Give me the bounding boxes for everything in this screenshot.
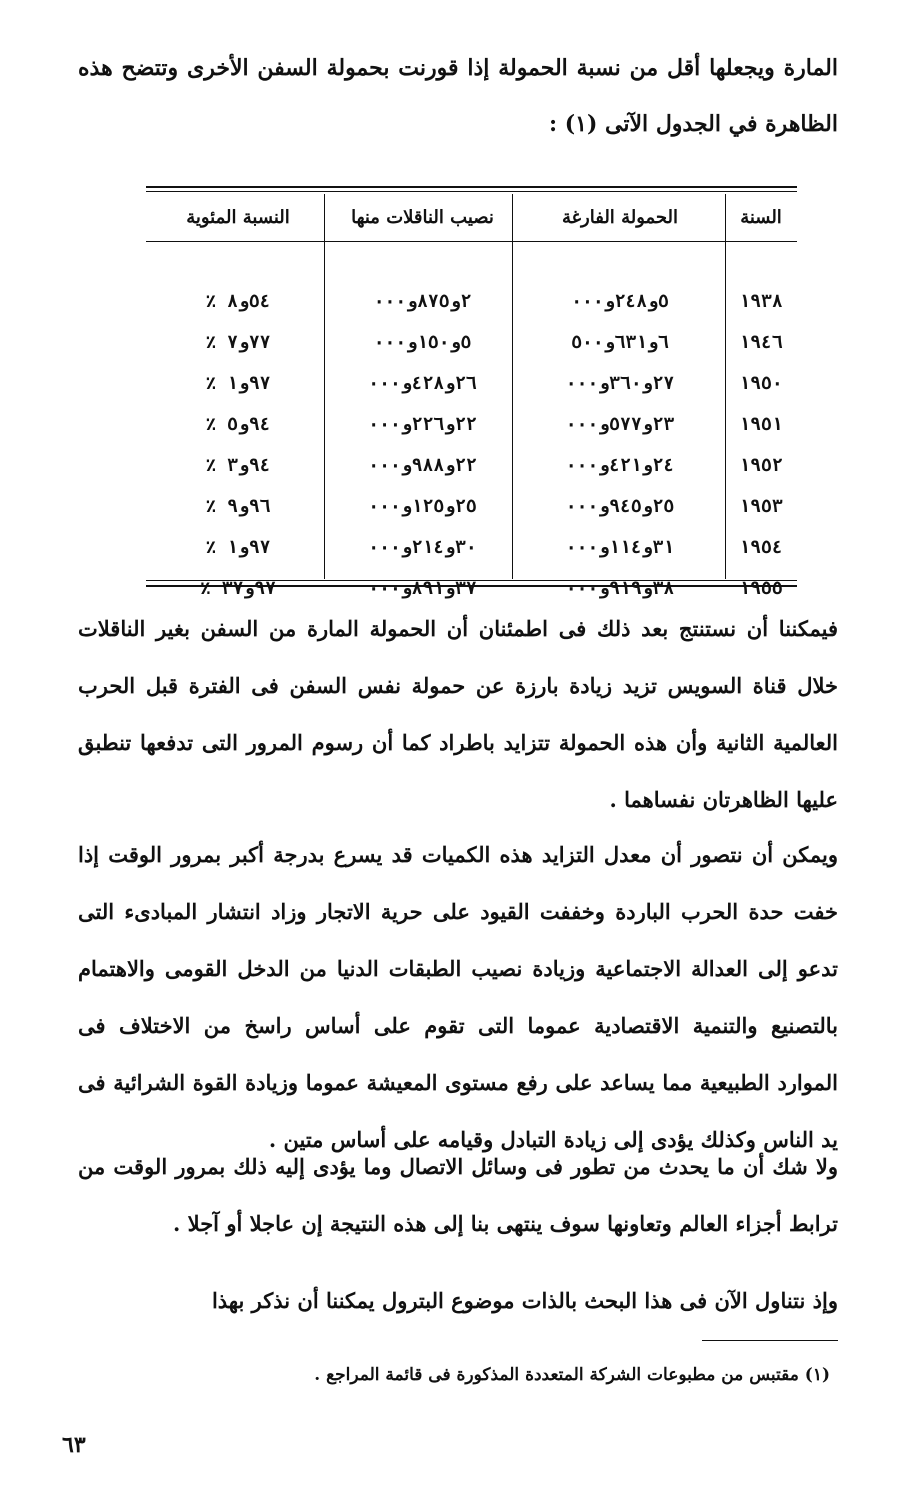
table-row — [146, 322, 797, 363]
cell-tanker-share: ٣٧و٨٩١و٠٠٠ — [368, 578, 477, 599]
cell-year: ١٩٥٣ — [739, 496, 783, 517]
paragraph: ولا شك أن ما يحدث من تطور فى وسائل الاتصال وما يؤدى إليه ذلك بمرور الوقت من ترابط أجزاء العالم وتعاونها سوف ينتهى بنا إلى هذه النتيجة إن عاجلا أو آجلا . — [78, 1154, 838, 1236]
table-row — [146, 486, 797, 527]
table-row — [146, 527, 797, 568]
cell-year: ١٩٤٦ — [739, 332, 783, 353]
cell-percent: ٩٤و٥ ٪ — [205, 414, 271, 435]
cell-tanker-share: ٢٢و٩٨٨و٠٠٠ — [368, 455, 477, 476]
table-top-rule-inner — [146, 191, 797, 192]
header-percent: النسبة المئوية — [186, 206, 290, 228]
header-year: السنة — [740, 206, 782, 228]
paragraph: ويمكن أن نتصور أن معدل التزايد هذه الكميات قد يسرع بدرجة أكبر بمرور الوقت إذا خفت حدة الحرب الباردة وخففت القيود على حرية الاتجار وزاد انتشار المبادىء التى تدعو إلى العدالة الاجتماعية وزيادة نصيب الطبقات الدنيا من الدخل القومى والاهتمام بالتصنيع والتنمية الاقتصادية عموما التى تقوم على أساس راسخ من الاختلاف فى الموارد الطبيعية مما يساعد على رفع مستوى المعيشة عموما وزيادة القوة الشرائية فى يد الناس وكذلك يؤدى إلى زيادة التبادل وقيامه على أساس متين . — [78, 842, 838, 1152]
table-row — [146, 404, 797, 445]
table-row — [146, 363, 797, 404]
paragraph: فيمكننا أن نستنتج بعد ذلك فى اطمئنان أن الحمولة المارة من السفن بغير الناقلات خلال قناة السويس تزيد زيادة بارزة عن حمولة نفس السفن فى الفترة قبل الحرب العالمية الثانية وأن هذه الحمولة تتزايد باطراد كما أن رسوم المرور التى تدفعها تنطبق عليها الظاهرتان نفساهما . — [78, 616, 838, 812]
header-tanker-share: نصيب الناقلات منها — [351, 206, 494, 228]
intro-paragraph: المارة ويجعلها أقل من نسبة الحمولة إذا قورنت بحمولة السفن الأخرى وتتضح هذه الظاهرة في الجدول الآتى (١) : — [78, 55, 838, 137]
cell-year: ١٩٥٠ — [739, 373, 783, 394]
paragraph: وإذ نتناول الآن فى هذا البحث بالذات موضوع البترول يمكننا أن نذكر بهذا — [211, 1288, 838, 1313]
cell-year: ١٩٥٥ — [739, 578, 783, 599]
table-top-rule — [146, 186, 797, 188]
cell-percent: ٩٧و١ ٪ — [205, 537, 271, 558]
table-row — [146, 445, 797, 486]
cell-tanker-share: ٢٥و١٢٥و٠٠٠ — [368, 496, 477, 517]
cell-year: ١٩٥١ — [739, 414, 783, 435]
header-tonnage: الحمولة الفارغة — [561, 206, 679, 228]
cell-tonnage: ٢٣و٥٧٧و٠٠٠ — [565, 414, 675, 435]
cell-percent: ٧٧و٧ ٪ — [205, 332, 271, 353]
cell-tonnage: ٢٥و٩٤٥و٠٠٠ — [565, 496, 675, 517]
footnote-rule — [702, 1340, 838, 1341]
cell-tanker-share: ٢و٨٧٥و٠٠٠ — [373, 291, 472, 312]
cell-percent: ٩٤و٣ ٪ — [205, 455, 271, 476]
cell-tanker-share: ٢٢و٢٢٦و٠٠٠ — [368, 414, 477, 435]
tonnage-table — [146, 186, 797, 599]
cell-tonnage: ٣٨و٩١٩و٠٠٠ — [565, 578, 675, 599]
cell-tanker-share: ٣٠و٢١٤و٠٠٠ — [368, 537, 477, 558]
cell-percent: ٩٧و١ ٪ — [205, 373, 271, 394]
cell-year: ١٩٣٨ — [739, 291, 783, 312]
cell-percent: ٩٧و٣٧ ٪ — [200, 578, 276, 599]
cell-tonnage: ٥و٢٤٨و٠٠٠ — [571, 291, 669, 312]
cell-year: ١٩٥٤ — [739, 537, 783, 558]
footnote: (١) مقتبس من مطبوعات الشركة المتعددة المذكورة فى قائمة المراجع . — [314, 1365, 830, 1385]
cell-tanker-share: ٢٦و٤٢٨و٠٠٠ — [368, 373, 477, 394]
cell-tonnage: ٣١و١١٤و٠٠٠ — [565, 537, 675, 558]
cell-tonnage: ٢٤و٤٢١و٠٠٠ — [565, 455, 675, 476]
cell-tonnage: ٦و٦٣١و٥٠٠ — [571, 332, 669, 353]
cell-percent: ٩٦و٩ ٪ — [205, 496, 271, 517]
cell-year: ١٩٥٢ — [739, 455, 783, 476]
page-number: ٦٣ — [62, 1432, 86, 1458]
table-row — [146, 281, 797, 322]
table-header-row — [146, 194, 797, 240]
cell-percent: ٥٤و٨ ٪ — [205, 291, 271, 312]
cell-tonnage: ٢٧و٣٦٠و٠٠٠ — [565, 373, 675, 394]
cell-tanker-share: ٥و١٥٠و٠٠٠ — [373, 332, 472, 353]
data-table — [146, 194, 797, 609]
